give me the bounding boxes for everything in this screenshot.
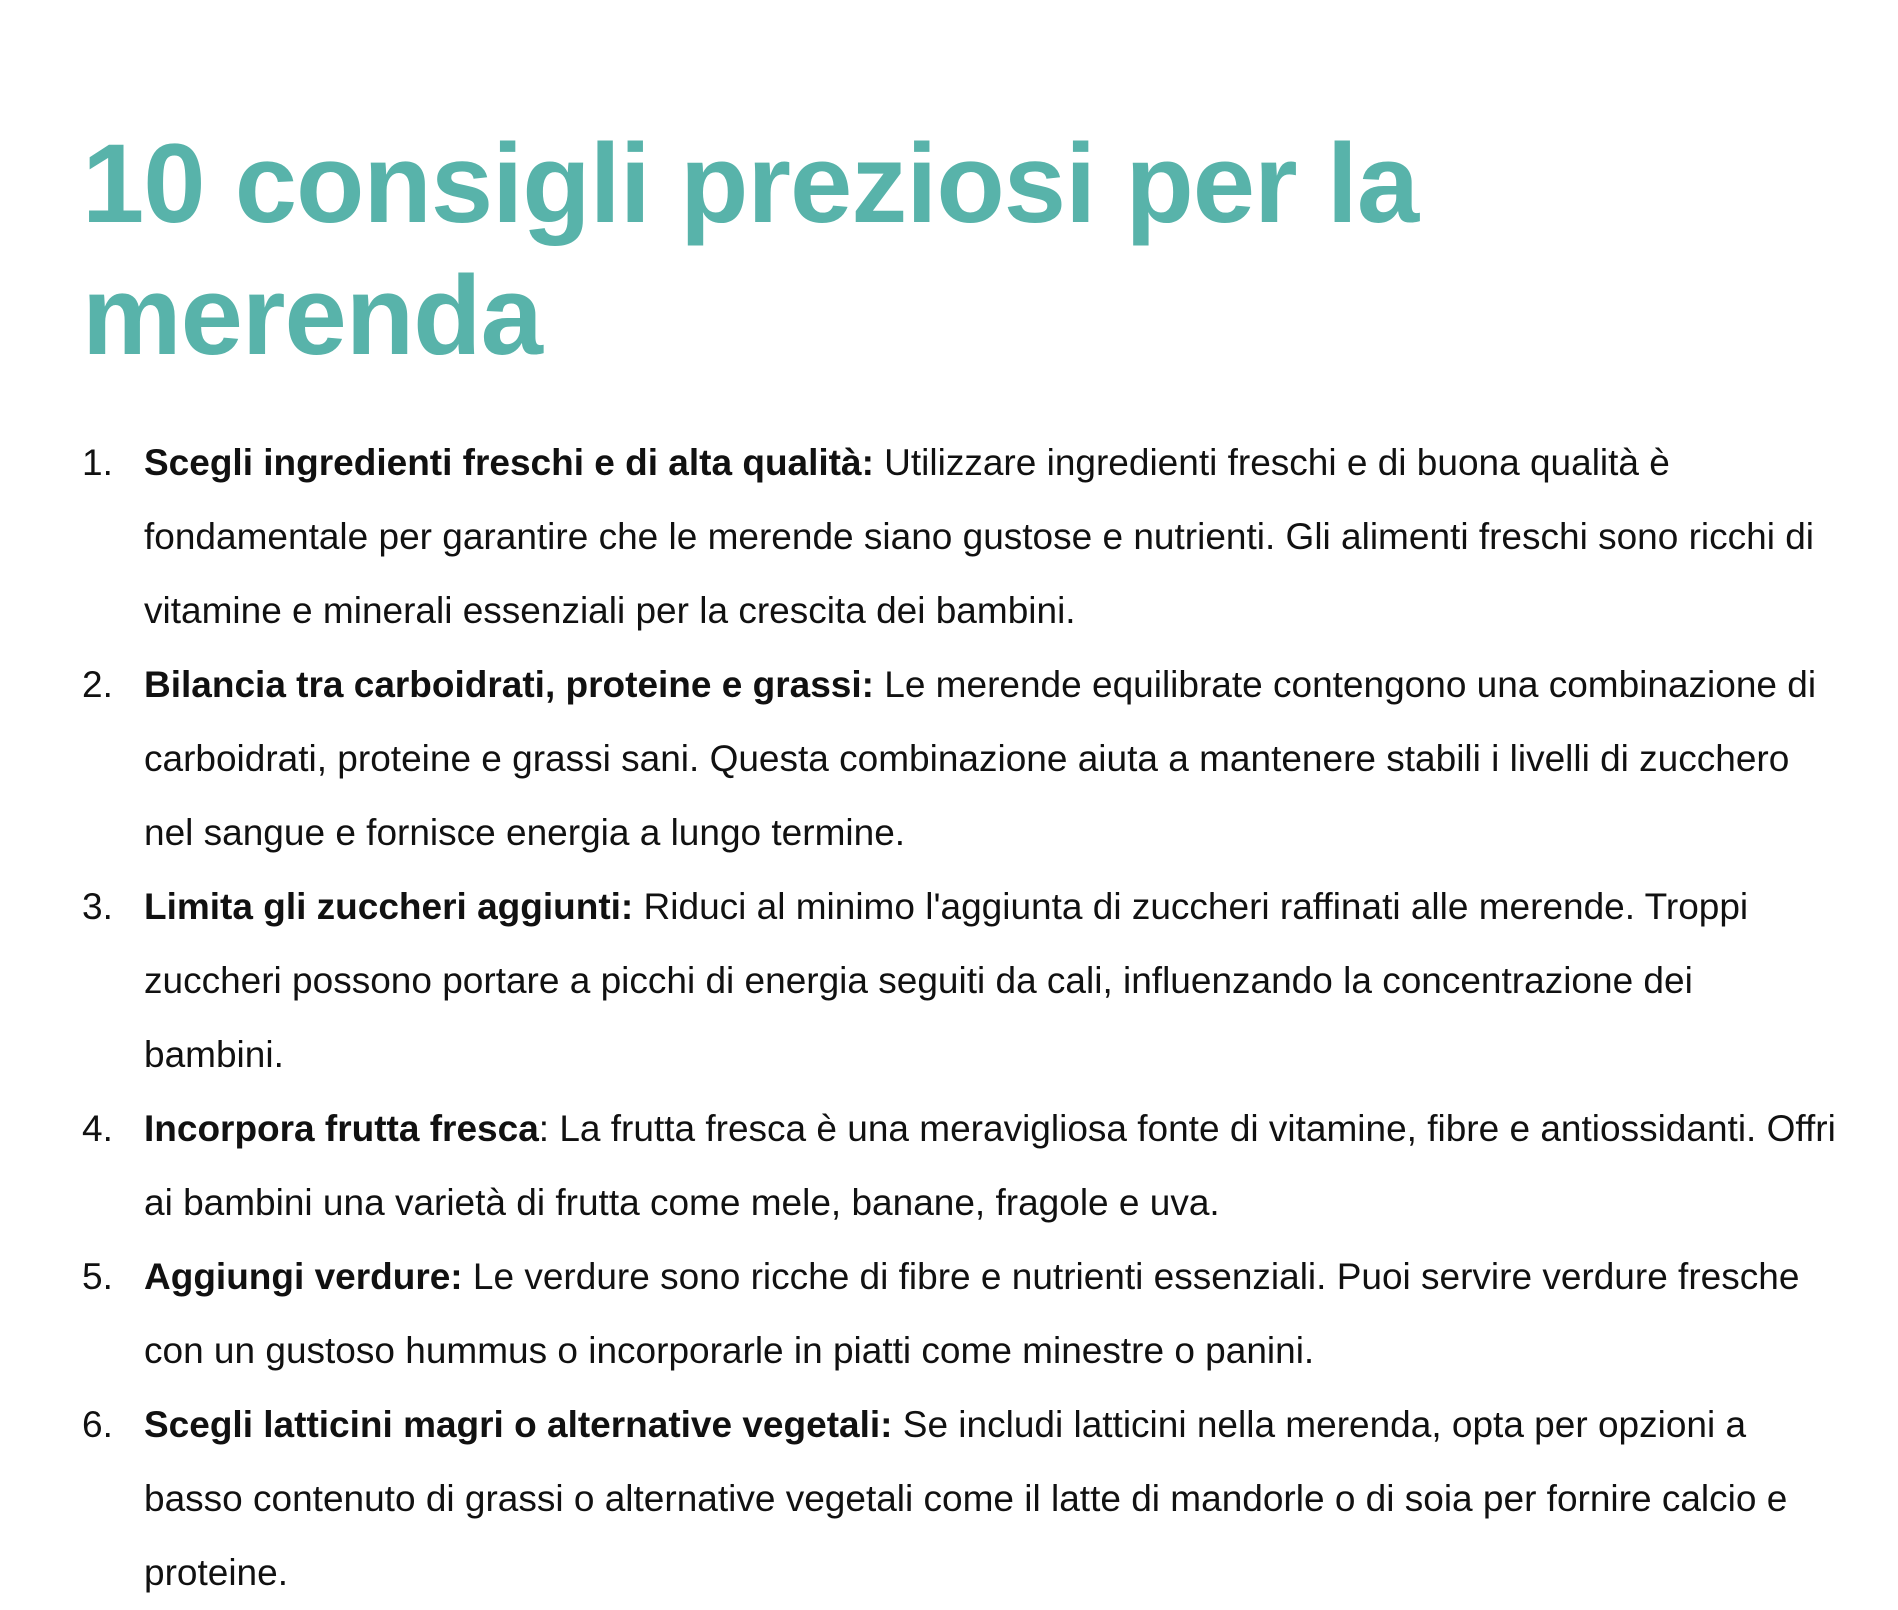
- tip-item-2: [82, 648, 1842, 870]
- tip-separator: :: [538, 1108, 550, 1149]
- tip-number: 5.: [82, 1256, 113, 1297]
- tip-text: Utilizzare ingredienti freschi e di buona qualità è fondamentale per garantire che le merende siano gustose e nutrienti. Gli alimenti freschi sono ricchi di vitamine e minerali essenziali per la crescita dei bambini.: [144, 442, 1815, 631]
- tip-number: 2.: [82, 664, 113, 705]
- tip-item-5: [82, 1240, 1842, 1388]
- page-title: 10 consigli preziosi per la merenda: [82, 121, 1419, 378]
- tips-list: [82, 426, 1842, 1610]
- tip-number: 1.: [82, 442, 113, 483]
- tip-title: Bilancia tra carboidrati, proteine e grassi:: [144, 664, 874, 705]
- tip-text: Le verdure sono ricche di fibre e nutrienti essenziali. Puoi servire verdure fresche con un gustoso hummus o incorporarle in piatti come minestre o panini.: [144, 1256, 1800, 1371]
- tip-number: 6.: [82, 1404, 113, 1445]
- tip-item-1: [82, 426, 1842, 648]
- tip-number: 4.: [82, 1108, 113, 1149]
- tip-title: Scegli ingredienti freschi e di alta qualità:: [144, 442, 874, 483]
- tip-title: Aggiungi verdure:: [144, 1256, 463, 1297]
- tip-title: Incorpora frutta fresca: [144, 1108, 539, 1149]
- tip-title: Scegli latticini magri o alternative vegetali:: [144, 1404, 893, 1445]
- tip-text: Riduci al minimo l'aggiunta di zuccheri raffinati alle merende. Troppi zuccheri possono portare a picchi di energia seguiti da cali, influenzando la concentrazione dei bambini.: [144, 886, 1749, 1075]
- document-page: [82, 118, 1842, 1610]
- tip-text: Se includi latticini nella merenda, opta per opzioni a basso contenuto di grassi o alternative vegetali come il latte di mandorle o di soia per fornire calcio e proteine.: [144, 1404, 1788, 1593]
- tip-item-4: [82, 1092, 1842, 1240]
- tip-item-6: [82, 1388, 1842, 1610]
- tip-text: Le merende equilibrate contengono una combinazione di carboidrati, proteine e grassi sani. Questa combinazione aiuta a mantenere stabili i livelli di zucchero nel sangue e fornisce energia a lungo termine.: [144, 664, 1817, 853]
- tip-number: 3.: [82, 886, 113, 927]
- tip-title: Limita gli zuccheri aggiunti:: [144, 886, 634, 927]
- tip-text: La frutta fresca è una meravigliosa fonte di vitamine, fibre e antiossidanti. Offri ai bambini una varietà di frutta come mele, banane, fragole e uva.: [144, 1108, 1836, 1223]
- tip-item-3: [82, 870, 1842, 1092]
